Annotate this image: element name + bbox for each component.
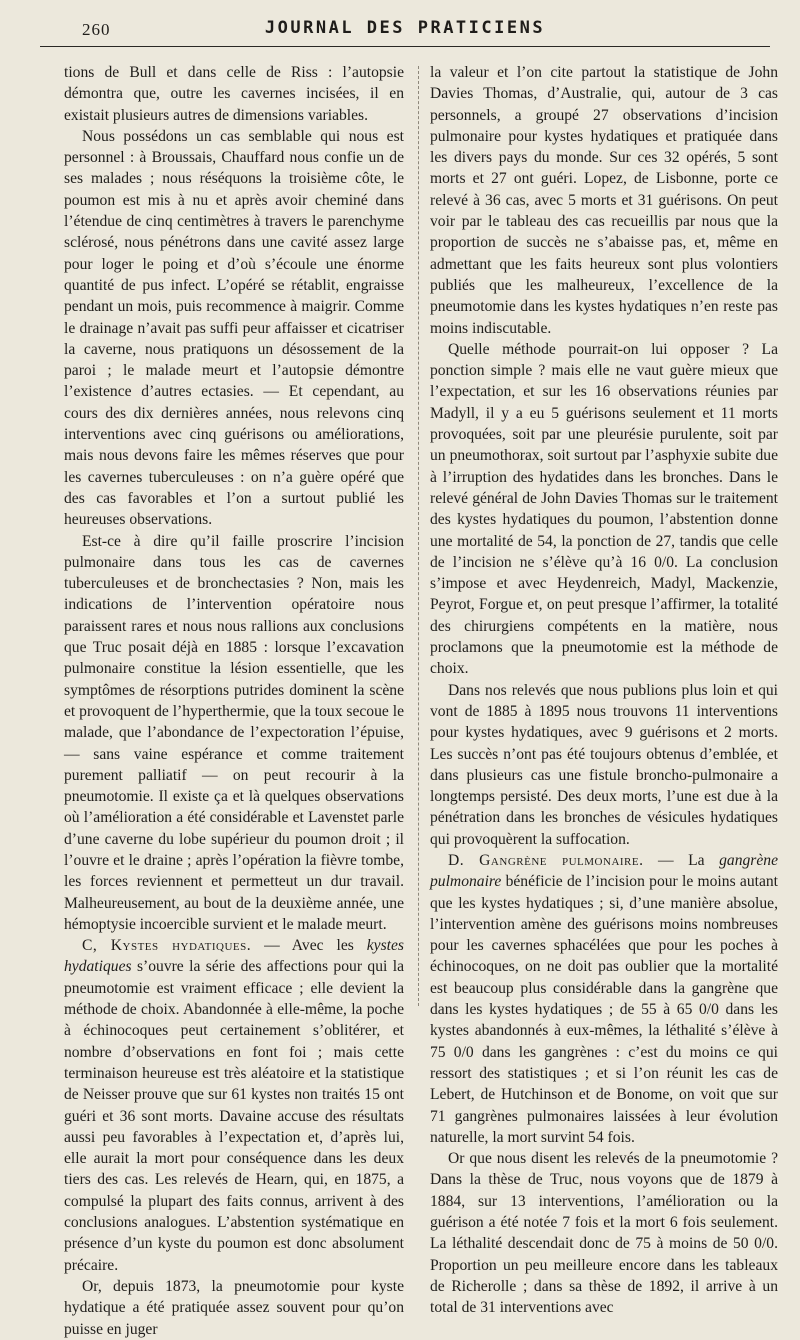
section-heading: D. Gangrène pulmonaire. (448, 851, 644, 869)
column-divider (418, 66, 419, 1006)
section-paragraph (64, 935, 404, 1276)
paragraph: Est-ce à dire qu’il faille proscrire l’incision pulmonaire dans tous les cas de cavernes tuberculeuses et de bronchectasies ? Non, mais les indications de l’intervention opératoire nous paraissent rares et nous nous rallions aux conclusions que Truc posait déjà en 1885 : lorsque l’excavation pulmonaire constitue la lésion essentielle, que les symptômes de résorptions putrides dominent la scène et provoquent de l’hyperthermie, que la toux secoue le malade, que l’abondance de l’expectoration l’épuise, — sans vaine espérance et comme traitement purement palliatif — on peut recourir à la pneumotomie. Il existe ça et là quelques observations où l’amélioration a été considérable et Lavenstet parle d’une caverne du lobe supérieur du poumon droit ; il l’ouvre et le draine ; après l’opération la fièvre tombe, les forces reviennent et permetteut un dur travail. Malheureusement, au bout de la deuxième année, une hémoptysie incoercible survient et le malade meurt. (64, 532, 404, 933)
running-header (40, 14, 770, 47)
paragraph: Or, depuis 1873, la pneumotomie pour kyste hydatique a été pratiquée assez souvent pour qu’on puisse en juger (64, 1277, 404, 1338)
emphasis: kystes hydatiques (64, 937, 404, 976)
section-paragraph (430, 850, 778, 1148)
paragraph: Nous possédons un cas semblable qui nous est personnel : à Broussais, Chauffard nous confie un de ses malades ; nous réséquons la troisième côte, le poumon est mis à nu et après avoir cheminé dans l’étendue de cinq centimètres à travers le parenchyme sclérosé, nous pénétrons dans une cavité assez large pour loger le poing et d’où s’écoule une énorme quantité de pus infect. L’opéré se rétablit, engraisse pendant un mois, puis recommence à maigrir. Comme le drainage n’avait pas suffi peur affaisser et cicatriser la caverne, nous pratiquons un désossement de la paroi ; le malade meurt et l’autopsie démontre l’existence d’autres ectasies. — Et cependant, au cours des dix dernières années, nous relevons cinq interventions avec cinq guérisons ou améliorations, mais nous devons faire les mêmes réserves que pour les cavernes tuberculeuses : on n’a guère opéré que des cas favorables et l’on a surtout publié les heureuses observations. (64, 127, 404, 529)
left-column (64, 62, 404, 1340)
page-number: 260 (82, 20, 111, 39)
right-column (430, 62, 778, 1319)
paragraph: Quelle méthode pourrait-on lui opposer ? La ponction simple ? mais elle ne vaut guère mieux que l’expectation, et sur les 16 observations réunies par Madyll, il y a eu 5 guérisons seulement et 11 morts provoquées, soit par une pleurésie purulente, soit par un pneumothorax, soit surtout par l’asphyxie subite due à l’irruption des hydatides dans les bronches. Dans le relevé général de John Davies Thomas sur le traitement des kystes hydatiques du poumon, l’abstention donne une mortalité de 54, la ponction de 27, tandis que celle de l’incision ne s’élève qu’à 16 0/0. La conclusion s’impose et avec Heydenreich, Madyl, Mackenzie, Peyrot, Forgue et, on peut presque l’affirmer, la totalité des chirurgiens compétents en la matière, nous proclamons que la pneumotomie est la méthode de choix. (430, 340, 778, 678)
journal-title: JOURNAL DES PRATICIENS (264, 18, 546, 38)
paragraph: Dans nos relevés que nous publions plus loin et qui vont de 1885 à 1895 nous trouvons 11 interventions pour kystes hydatiques, avec 9 guérisons et 2 morts. Les succès n’ont pas été toujours obtenus d’emblée, et dans plusieurs cas une fistule broncho-pulmonaire a longtemps persisté. Des deux morts, l’une est due à la pénétration dans les bronches de vésicules hydatiques qui provoquèrent la suffocation. (430, 681, 778, 848)
text-run: bénéficie de l’incision pour le moins autant que les kystes hydatiques ; si, d’une manière absolue, l’intervention amène des guérisons moins nombreuses pour les cavernes sphacélées que pour les poches à échinocoques, on ne doit pas oublier que la mortalité est beaucoup plus considérable dans la gangrène que dans les kystes hydatiques ; de 55 à 65 0/0 dans les kystes abandonnés à eux-mêmes, la léthalité s’élève à 75 0/0 dans les gangrènes : c’est du moins ce qui ressort des statistiques ; et si l’on réunit les cas de Lebert, de Hutchinson et de Bonome, on voit que sur 71 gangrènes pulmonaires laissées à leur évolution naturelle, la mort survint 54 fois. (430, 873, 778, 1146)
paragraph: la valeur et l’on cite partout la statistique de John Davies Thomas, d’Australie, qui, autour de 3 cas personnels, a groupé 27 observations d’incision pulmonaire pour kystes hydatiques et pratiquée dans les divers pays du monde. Sur ces 32 opérés, 5 sont morts et 27 ont guéri. Lopez, de Lisbonne, porte ce relevé à 36 cas, avec 5 morts et 31 guérisons. On peut voir par le tableau des cas recueillis par nous que la proportion de succès ne s’abaisse pas, et, même en admettant que les faits heureux sont plus volontiers publiés que les malheureux, l’excellence de la pneumotomie dans les kystes hydatiques n’en reste pas moins indiscutable. (430, 64, 778, 337)
emphasis: gangrène pulmonaire (430, 851, 778, 891)
paragraph: tions de Bull et dans celle de Riss : l’autopsie démontra que, outre les cavernes incisées, il en existait plusieurs autres de dimensions variables. (64, 64, 404, 124)
paragraph: Or que nous disent les relevés de la pneumotomie ? Dans la thèse de Truc, nous voyons que de 1879 à 1884, sur 13 interventions, l’amélioration ou la guérison a été notée 7 fois et la mort 6 fois seulement. La léthalité descendait donc de 75 à moins de 50 0/0. Proportion un peu meilleure encore dans les tableaux de Richerolle ; dans sa thèse de 1892, il arrive à un total de 31 interventions avec (430, 1150, 778, 1317)
text-run: s’ouvre la série des affections pour qui la pneumotomie est vraiment efficace ; elle devient la méthode de choix. Abandonnée à elle-même, la poche à échinocoques peut certainement s’oblitérer, et nombre d’observations en font foi ; mais cette terminaison heureuse est très aléatoire et la statistique de Neisser prouve que sur 61 kystes non traités 15 ont guéri et 36 sont morts. Davaine accuse des résultats aussi peu favorables à l’expectation et, d’après lui, elle aurait la mort pour conséquence dans les deux tiers des cas. Les relevés de Hearn, qui, en 1875, a compulsé la plupart des faits connus, arrivent à des conclusions analogues. L’abstention systématique en présence d’un kyste du poumon est donc absolument précaire. (64, 958, 404, 1274)
text-run: — Avec les (251, 937, 367, 955)
section-heading: C, Kystes hydatiques. (82, 937, 252, 955)
text-run: — La (643, 851, 720, 869)
